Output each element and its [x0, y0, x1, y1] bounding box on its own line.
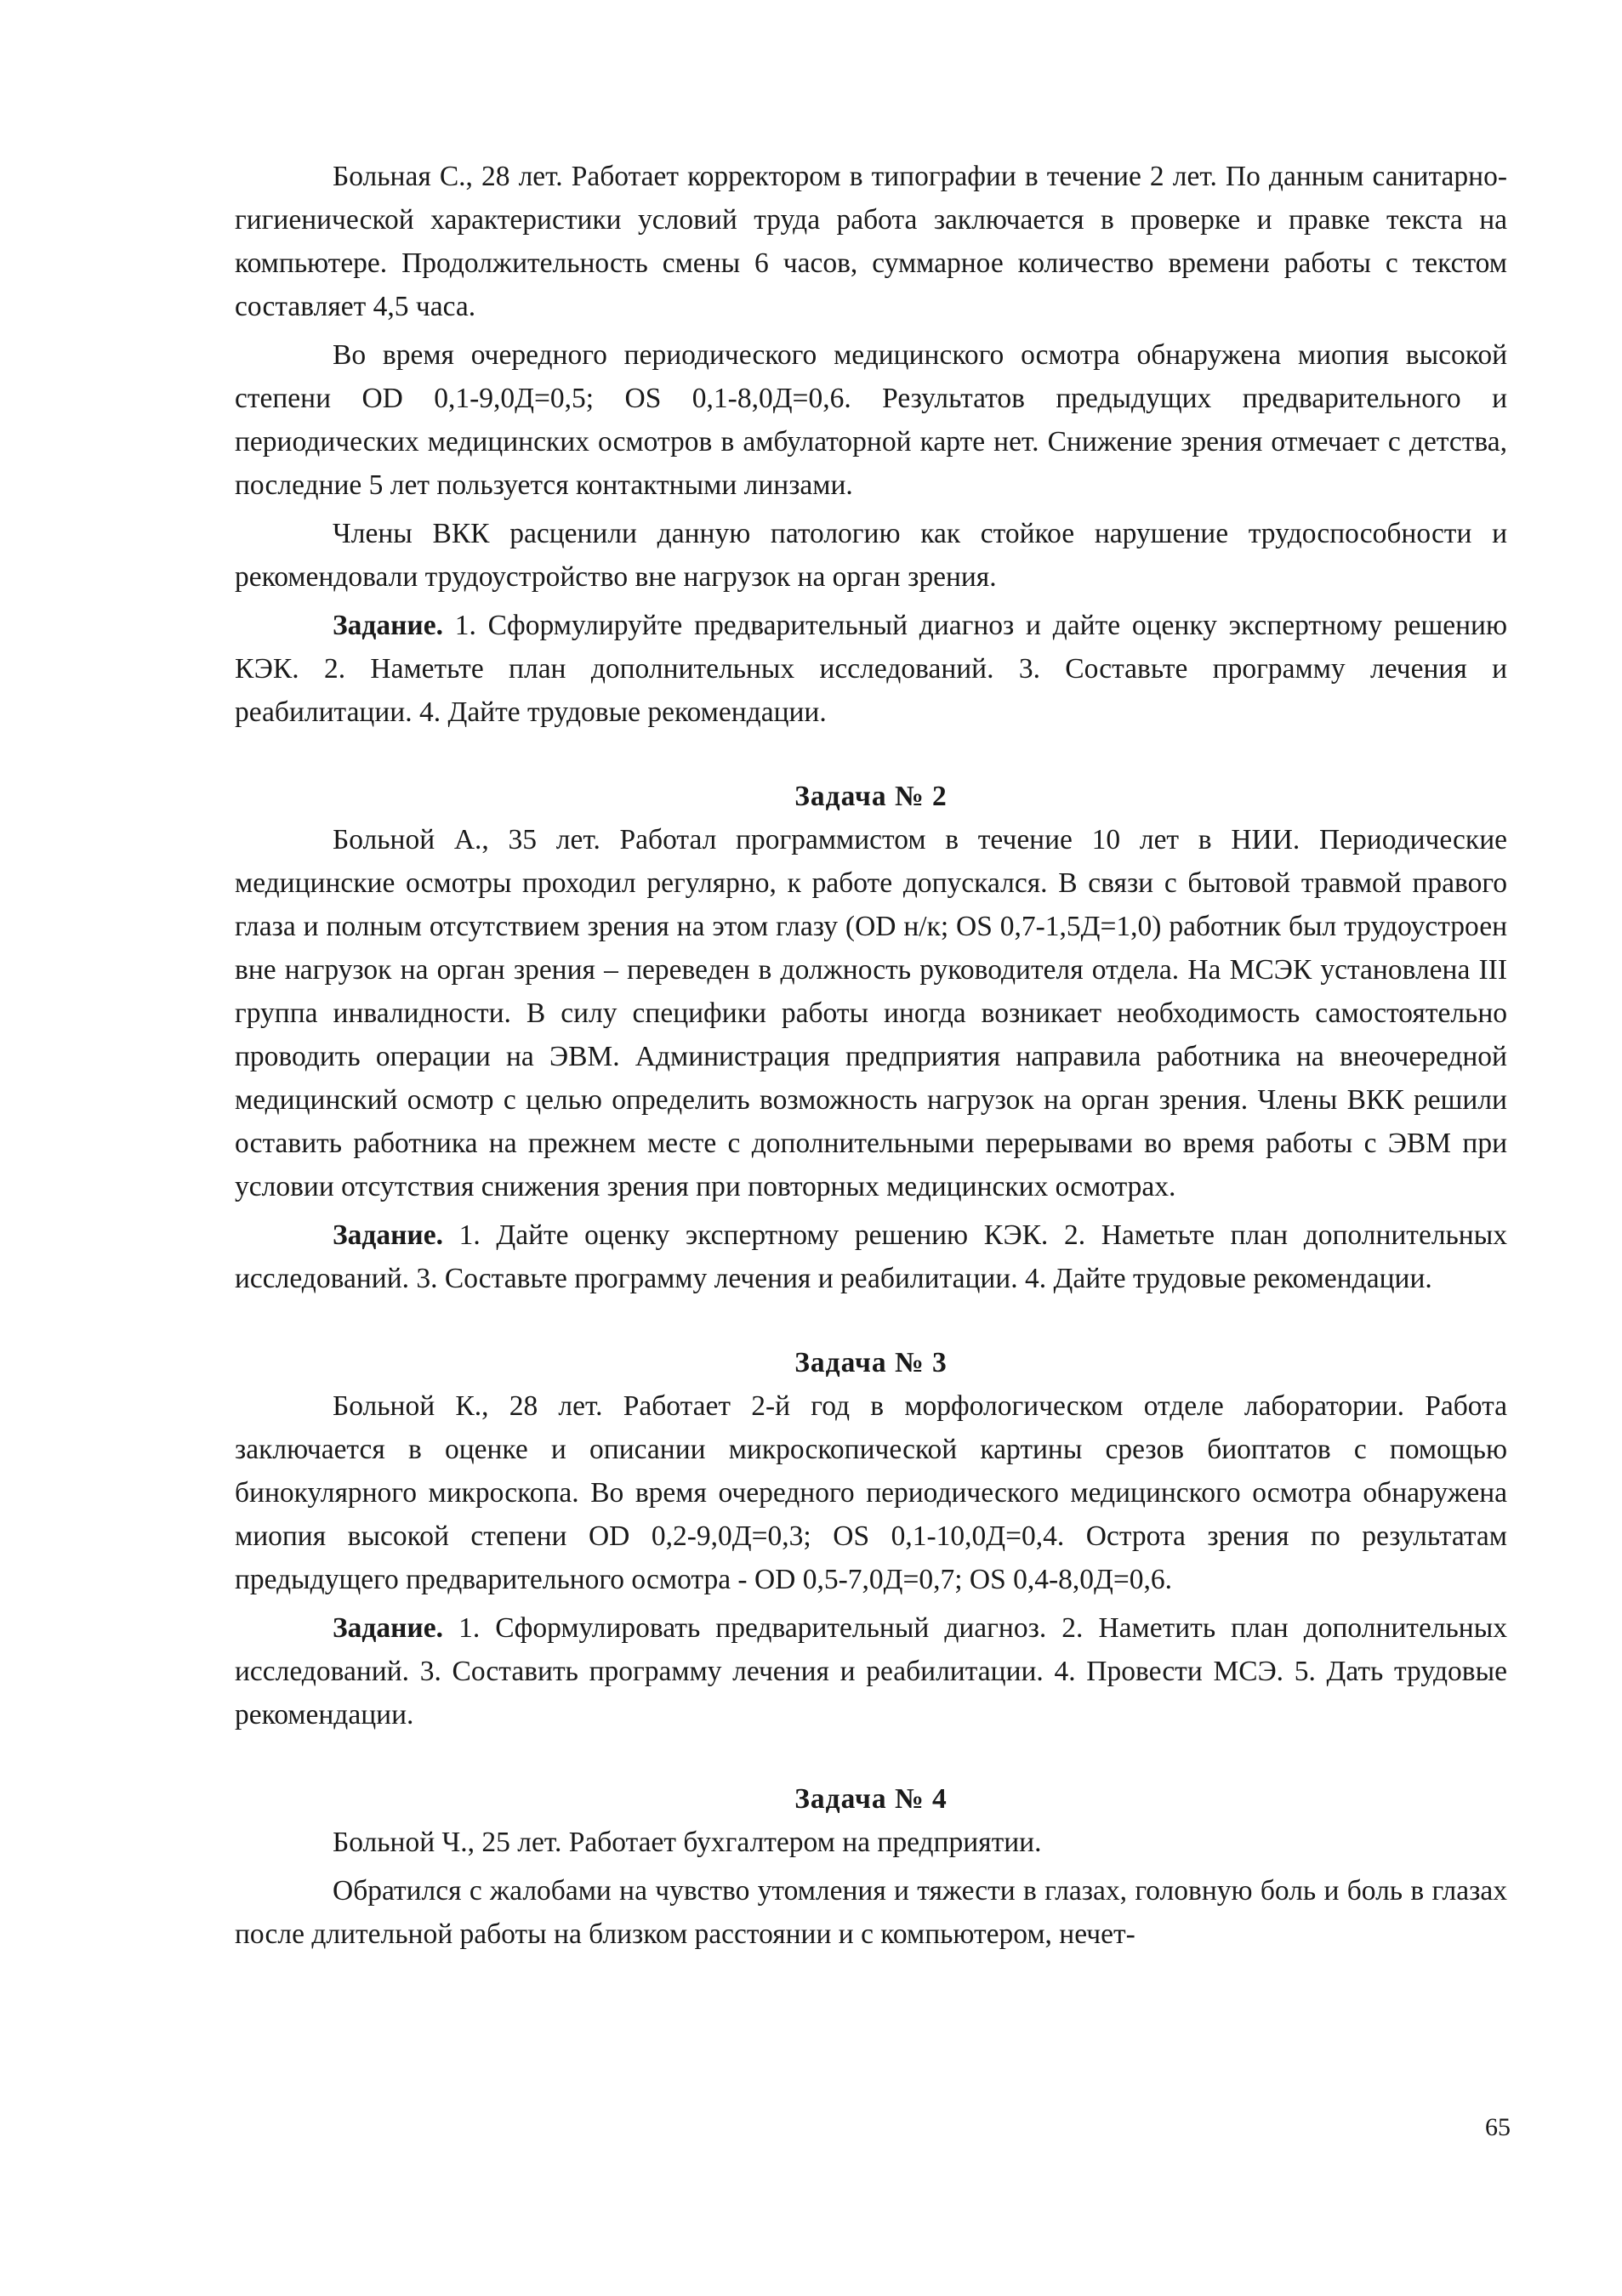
task-4-paragraph-2: Обратился с жалобами на чувство утомления и тяжести в глазах, головную боль и боль в глазах после длительной работы на близком расстоянии и с компьютером, нечет-: [235, 1875, 1507, 1950]
task-3-paragraph-1: Больной К., 28 лет. Работает 2-й год в морфологическом отделе лаборатории. Работа заключается в оценке и описании микроскопической картины срезов биоптатов с помощью бинокулярного микроскопа. Во время очередного периодического медицинского осмотра обнаружена миопия высокой степени OD 0,2-9,0Д=0,3; OS 0,1-10,0Д=0,4. Острота зрения по результатам предыдущего предварительного осмотра - OD 0,5-7,0Д=0,7; OS 0,4-8,0Д=0,6.: [235, 1390, 1507, 1595]
task-2-paragraph-1: Больной А., 35 лет. Работал программистом в течение 10 лет в НИИ. Периодические медицинские осмотры проходил регулярно, к работе допускался. В связи с бытовой травмой правого глаза и полным отсутствием зрения на этом глазу (OD н/к; OS 0,7-1,5Д=1,0) работник был трудоустроен вне нагрузок на орган зрения – переведен в должность руководителя отдела. На МСЭК установлена III группа инвалидности. В силу специфики работы иногда возникает необходимость самостоятельно проводить операции на ЭВМ. Администрация предприятия направила работника на внеочередной медицинский осмотр с целью определить возможность нагрузок на орган зрения. Члены ВКК решили оставить работника на прежнем месте с дополнительными перерывами во время работы с ЭВМ при условии отсутствия снижения зрения при повторных медицинских осмотрах.: [235, 824, 1507, 1202]
task-label: Задание.: [333, 610, 443, 641]
task-2-task-paragraph: [235, 1213, 1507, 1300]
task-label: Задание.: [333, 1612, 443, 1644]
intro-paragraph-3: Члены ВКК расценили данную патологию как стойкое нарушение трудоспособности и рекомендовали трудоустройство вне нагрузок на орган зрения.: [235, 518, 1507, 593]
intro-paragraph-1: Больная С., 28 лет. Работает корректором в типографии в течение 2 лет. По данным санитарно-гигиенической характеристики условий труда работа заключается в проверке и правке текста на компьютере. Продолжительность смены 6 часов, суммарное количество времени работы с текстом составляет 4,5 часа.: [235, 161, 1507, 322]
task-3-task-paragraph: [235, 1606, 1507, 1736]
task-text: 1. Дайте оценку экспертному решению КЭК. 2. Наметьте план дополнительных исследований. 3. Составьте программу лечения и реабилитации. 4. Дайте трудовые рекомендации.: [235, 1219, 1507, 1294]
task-text: 1. Сформулировать предварительный диагноз. 2. Наметить план дополнительных исследований. 3. Составить программу лечения и реабилитации. 4. Провести МСЭ. 5. Дать трудовые рекомендации.: [235, 1612, 1507, 1731]
page-number: 65: [1485, 2113, 1511, 2141]
task-4-heading: Задача № 4: [794, 1783, 948, 1815]
intro-task-paragraph: [235, 604, 1507, 734]
intro-paragraph-2: Во время очередного периодического медицинского осмотра обнаружена миопия высокой степени OD 0,1-9,0Д=0,5; OS 0,1-8,0Д=0,6. Результатов предыдущих предварительного и периодических медицинских осмотров в амбулаторной карте нет. Снижение зрения отмечает с детства, последние 5 лет пользуется контактными линзами.: [235, 339, 1507, 501]
task-text: 1. Сформулируйте предварительный диагноз и дайте оценку экспертному решению КЭК. 2. Наметьте план дополнительных исследований. 3. Составьте программу лечения и реабилитации. 4. Дайте трудовые рекомендации.: [235, 610, 1507, 728]
task-4-paragraph-1: Больной Ч., 25 лет. Работает бухгалтером на предприятии.: [333, 1827, 1042, 1858]
task-2-heading: Задача № 2: [794, 781, 948, 812]
page-content: [235, 155, 1507, 1956]
task-label: Задание.: [333, 1219, 443, 1251]
task-3-heading: Задача № 3: [794, 1347, 948, 1378]
